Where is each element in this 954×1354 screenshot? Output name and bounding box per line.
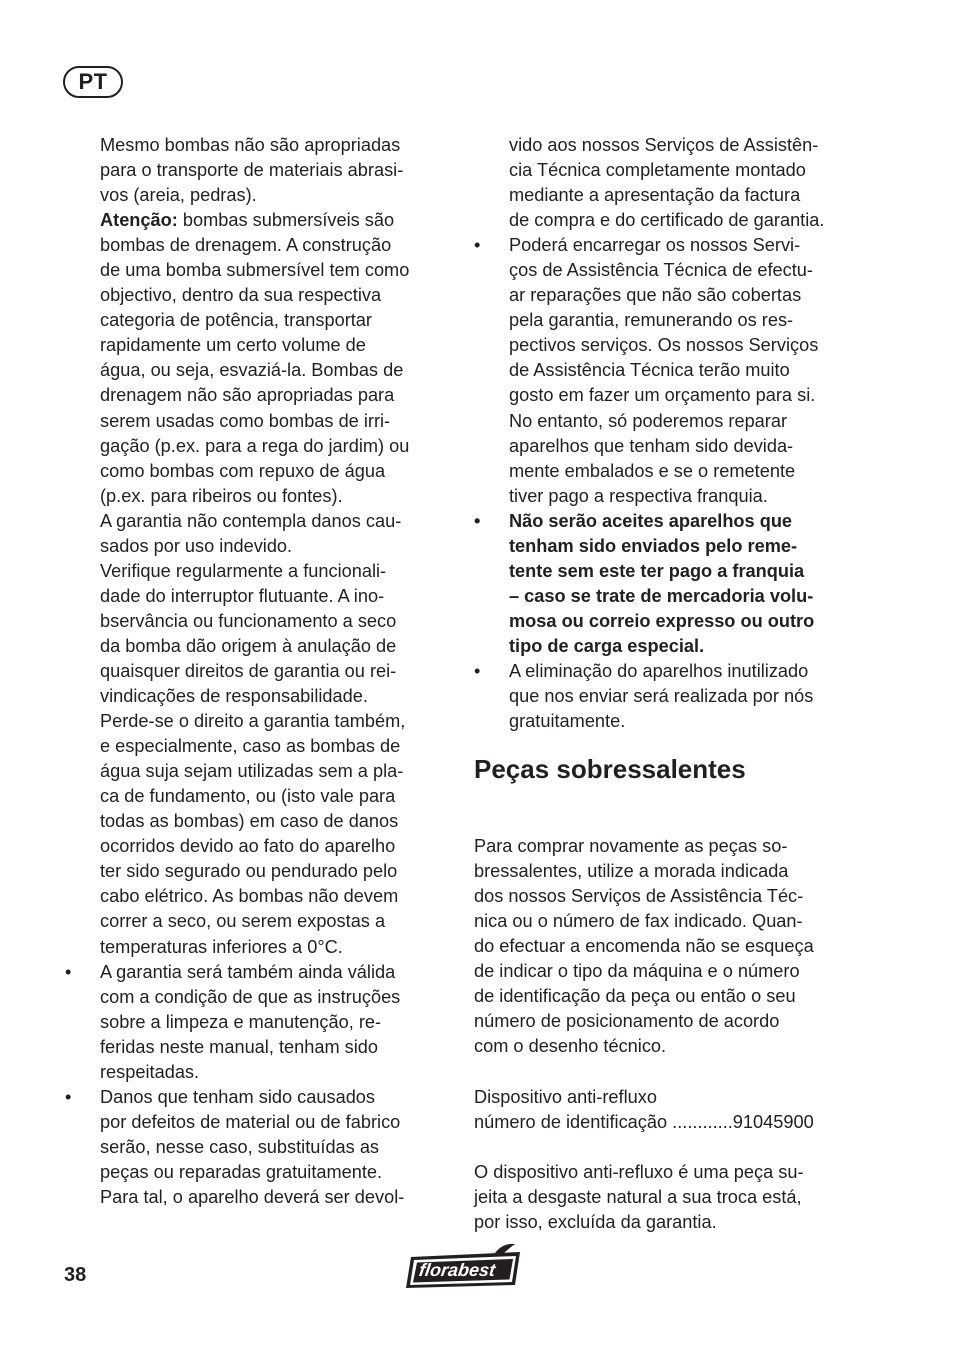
- line-text: de uma bomba submersível tem como: [100, 260, 410, 281]
- line-text: de identificação da peça ou então o seu: [474, 986, 796, 1007]
- text-line: [100, 133, 452, 158]
- text-line: [509, 333, 861, 358]
- text-line: [474, 1085, 864, 1110]
- section-heading: Peças sobressalentes: [474, 754, 746, 784]
- text-line: [474, 809, 864, 834]
- text-line: [474, 884, 864, 909]
- page-number: 38: [64, 1264, 87, 1286]
- line-text: dos nossos Serviços de Assistência Téc-: [474, 886, 804, 907]
- line-text: Não serão aceites aparelhos que: [509, 510, 793, 531]
- text-line: [100, 509, 452, 534]
- text-line: [474, 959, 864, 984]
- line-text: drenagem não são apropriadas para: [100, 385, 395, 406]
- text-line: [474, 1185, 864, 1210]
- text-line: [100, 208, 452, 233]
- line-text: cia Técnica completamente montado: [509, 160, 806, 181]
- text-line: [100, 333, 452, 358]
- florabest-logo: [403, 1243, 523, 1291]
- text-line: [100, 734, 452, 759]
- text-line: [474, 1160, 864, 1185]
- bullet-icon: •: [65, 1086, 72, 1107]
- line-text: com a condição de que as instruções: [100, 986, 401, 1007]
- line-text: todas as bombas) em caso de danos: [100, 811, 399, 832]
- text-line: [474, 834, 864, 859]
- line-text: como bombas com repuxo de água: [100, 460, 386, 481]
- text-line: [100, 409, 452, 434]
- line-text: mosa ou correio expresso ou outro: [509, 610, 815, 631]
- text-line: [100, 459, 452, 484]
- line-text: gosto em fazer um orçamento para si.: [509, 385, 816, 406]
- line-text: água, ou seja, esvaziá-la. Bombas de: [100, 360, 404, 381]
- text-line: [509, 459, 861, 484]
- text-line: [100, 1110, 452, 1135]
- line-text: Verifique regularmente a funcionali-: [100, 560, 387, 581]
- line-text: com o desenho técnico.: [474, 1036, 667, 1057]
- line-text: dade do interruptor flutuante. A ino-: [100, 585, 385, 606]
- bullet-icon: •: [474, 235, 481, 256]
- line-text: (p.ex. para ribeiros ou fontes).: [100, 485, 343, 506]
- line-text: da bomba dão origem à anulação de: [100, 635, 397, 656]
- text-line: [509, 484, 861, 509]
- svg-text:florabest: florabest: [417, 1260, 497, 1280]
- line-text: Dispositivo anti-refluxo: [474, 1086, 657, 1107]
- text-line: [509, 208, 861, 233]
- bold-label: Atenção:: [100, 210, 178, 231]
- text-line: [509, 534, 861, 559]
- line-text: gratuitamente.: [509, 711, 626, 732]
- bullet-icon: •: [474, 510, 481, 531]
- line-text: mente embalados e se o remetente: [509, 460, 796, 481]
- line-text: Perde-se o direito a garantia também,: [100, 711, 406, 732]
- text-line: [509, 559, 861, 584]
- text-line: [100, 609, 452, 634]
- text-line: [474, 1110, 864, 1135]
- text-line: [100, 484, 452, 509]
- line-text: ar reparações que não são cobertas: [509, 285, 802, 306]
- text-line: [509, 709, 861, 734]
- line-text: Para comprar novamente as peças so-: [474, 836, 788, 857]
- text-line: [100, 534, 452, 559]
- line-text: No entanto, só poderemos reparar: [509, 410, 788, 431]
- line-text: rapidamente um certo volume de: [100, 335, 366, 356]
- text-line: [100, 809, 452, 834]
- line-text: – caso se trate de mercadoria volu-: [509, 585, 814, 606]
- line-text: para o transporte de materiais abrasi-: [100, 160, 404, 181]
- bullet-icon: •: [474, 660, 481, 681]
- text-line: [100, 383, 452, 408]
- text-line: [100, 759, 452, 784]
- line-text: vos (areia, pedras).: [100, 185, 257, 206]
- text-line: [100, 784, 452, 809]
- line-text: O dispositivo anti-refluxo é uma peça su-: [474, 1161, 804, 1182]
- line-text: serão, nesse caso, substituídas as: [100, 1136, 380, 1157]
- line-text: por isso, excluída da garantia.: [474, 1211, 717, 1232]
- line-text: A garantia será também ainda válida: [100, 961, 396, 982]
- line-text: serem usadas como bombas de irri-: [100, 410, 391, 431]
- text-line: [509, 634, 861, 659]
- text-line: [100, 859, 452, 884]
- text-line: [474, 1210, 864, 1235]
- text-line: [100, 1035, 452, 1060]
- text-line: [100, 1160, 452, 1185]
- text-line: [474, 934, 864, 959]
- line-text: vido aos nossos Serviços de Assistên-: [509, 135, 819, 155]
- text-line: [100, 559, 452, 584]
- line-text: número de identificação ............91045900: [474, 1111, 814, 1132]
- text-line: [509, 684, 861, 709]
- text-line: [65, 960, 452, 985]
- line-text: bressalentes, utilize a morada indicada: [474, 861, 789, 882]
- right-text-column-bottom: [474, 809, 864, 1235]
- text-line: [474, 1009, 864, 1034]
- line-text: A garantia não contempla danos cau-: [100, 510, 402, 531]
- line-text: número de posicionamento de acordo: [474, 1011, 780, 1032]
- text-line: [474, 659, 861, 684]
- text-line: [474, 909, 864, 934]
- line-text: Mesmo bombas não são apropriadas: [100, 135, 401, 155]
- text-line: [100, 283, 452, 308]
- text-line: [65, 1085, 452, 1110]
- text-line: [100, 834, 452, 859]
- line-text: e especialmente, caso as bombas de: [100, 736, 401, 757]
- text-line: [100, 258, 452, 283]
- text-line: [100, 308, 452, 333]
- text-line: [100, 985, 452, 1010]
- text-line: [100, 909, 452, 934]
- line-text: sados por uso indevido.: [100, 535, 293, 556]
- line-text: tenham sido enviados pelo reme-: [509, 535, 798, 556]
- line-text: Danos que tenham sido causados: [100, 1086, 376, 1107]
- line-text: quaisquer direitos de garantia ou rei-: [100, 660, 397, 681]
- line-text: Poderá encarregar os nossos Servi-: [509, 235, 801, 256]
- line-text: temperaturas inferiores a 0°C.: [100, 936, 343, 957]
- line-text: tipo de carga especial.: [509, 635, 705, 656]
- line-text: gação (p.ex. para a rega do jardim) ou: [100, 435, 410, 456]
- line-text: do efectuar a encomenda não se esqueça: [474, 936, 814, 957]
- line-text: sobre a limpeza e manutenção, re-: [100, 1011, 382, 1032]
- right-text-column-top: [474, 133, 861, 734]
- line-text: bombas submersíveis são: [177, 210, 395, 231]
- text-line: [100, 1185, 452, 1210]
- text-line: [509, 158, 861, 183]
- text-line: [509, 283, 861, 308]
- text-line: [100, 684, 452, 709]
- line-text: jeita a desgaste natural a sua troca está,: [474, 1186, 802, 1207]
- line-text: ços de Assistência Técnica de efectu-: [509, 260, 813, 281]
- text-line: [509, 183, 861, 208]
- text-line: [100, 1010, 452, 1035]
- text-line: [509, 584, 861, 609]
- line-text: aparelhos que tenham sido devida-: [509, 435, 794, 456]
- line-text: que nos enviar será realizada por nós: [509, 686, 814, 707]
- line-text: nica ou o número de fax indicado. Quan-: [474, 911, 803, 932]
- line-text: de Assistência Técnica terão muito: [509, 360, 790, 381]
- text-line: [100, 634, 452, 659]
- line-text: de indicar o tipo da máquina e o número: [474, 961, 800, 982]
- text-line: [509, 409, 861, 434]
- line-text: mediante a apresentação da factura: [509, 185, 801, 206]
- line-text: ocorridos devido ao fato do aparelho: [100, 836, 396, 857]
- line-text: pectivos serviços. Os nossos Serviços: [509, 335, 819, 356]
- text-line: [100, 1135, 452, 1160]
- text-line: [100, 884, 452, 909]
- line-text: feridas neste manual, tenham sido: [100, 1036, 379, 1057]
- text-line: [509, 133, 861, 158]
- text-line: [100, 158, 452, 183]
- text-line: [100, 358, 452, 383]
- line-text: pela garantia, remunerando os res-: [509, 310, 794, 331]
- line-text: respeitadas.: [100, 1061, 200, 1082]
- line-text: de compra e do certificado de garantia.: [509, 210, 825, 231]
- line-text: objectivo, dentro da sua respectiva: [100, 285, 382, 306]
- line-text: tiver pago a respectiva franquia.: [509, 485, 768, 506]
- text-line: [100, 183, 452, 208]
- line-text: ca de fundamento, ou (isto vale para: [100, 786, 396, 807]
- line-text: categoria de potência, transportar: [100, 310, 372, 331]
- text-line: [474, 1034, 864, 1059]
- line-text: água suja sejam utilizadas sem a pla-: [100, 761, 404, 782]
- line-text: tente sem este ter pago a franquia: [509, 560, 805, 581]
- line-text: bombas de drenagem. A construção: [100, 235, 392, 256]
- text-line: [474, 1059, 864, 1084]
- text-line: [100, 709, 452, 734]
- text-line: [100, 434, 452, 459]
- left-text-column: [65, 133, 452, 1210]
- text-line: [100, 935, 452, 960]
- line-text: correr a seco, ou serem expostas a: [100, 911, 386, 932]
- text-line: [509, 434, 861, 459]
- text-line: [509, 383, 861, 408]
- text-line: [474, 509, 861, 534]
- line-text: vindicações de responsabilidade.: [100, 686, 368, 707]
- line-text: A eliminação do aparelhos inutilizado: [509, 660, 809, 681]
- text-line: [100, 1060, 452, 1085]
- text-line: [509, 308, 861, 333]
- line-text: ter sido segurado ou pendurado pelo: [100, 861, 398, 882]
- text-line: [100, 659, 452, 684]
- text-line: [509, 609, 861, 634]
- text-line: [474, 984, 864, 1009]
- text-line: [474, 859, 864, 884]
- line-text: Para tal, o aparelho deverá ser devol-: [100, 1186, 405, 1207]
- bullet-icon: •: [65, 961, 72, 982]
- text-line: [100, 233, 452, 258]
- text-line: [509, 258, 861, 283]
- line-text: peças ou reparadas gratuitamente.: [100, 1161, 383, 1182]
- line-text: por defeitos de material ou de fabrico: [100, 1111, 401, 1132]
- text-line: [509, 358, 861, 383]
- text-line: [100, 584, 452, 609]
- line-text: bservância ou funcionamento a seco: [100, 610, 397, 631]
- language-badge: PT: [63, 66, 123, 98]
- text-line: [474, 1135, 864, 1160]
- text-line: [474, 233, 861, 258]
- line-text: cabo elétrico. As bombas não devem: [100, 886, 399, 907]
